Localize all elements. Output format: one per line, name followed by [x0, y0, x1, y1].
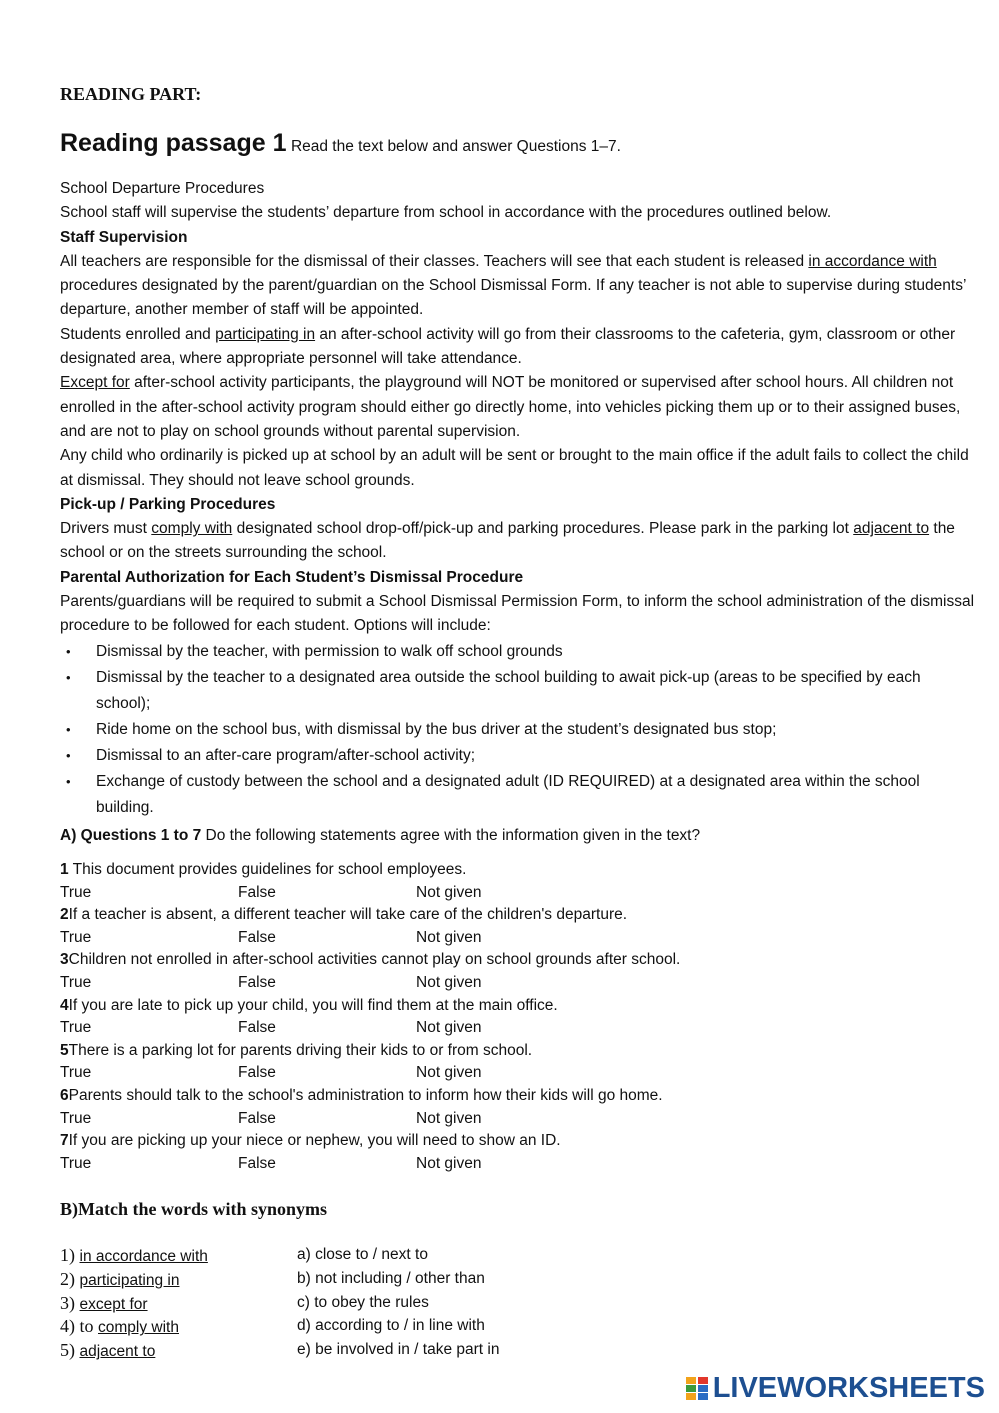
answer-option-not-given[interactable]: Not given	[416, 928, 482, 946]
match-definition[interactable]: e) be involved in / take part in	[297, 1341, 500, 1359]
match-row: 4) to comply with d) according to / in line with	[60, 1316, 485, 1337]
list-item: • Ride home on the school bus, with dismissal by the bus driver at the student’s designated bus stop;	[60, 717, 975, 743]
answer-option-not-given[interactable]: Not given	[416, 1154, 482, 1172]
answer-options-row	[60, 972, 975, 995]
match-row: 5) adjacent to e) be involved in / take part in	[60, 1340, 500, 1361]
section-a-heading: A) Questions 1 to 7 Do the following statements agree with the information given in the text?	[60, 826, 701, 844]
answer-options-row	[60, 1062, 975, 1085]
question-3: 3Children not enrolled in after-school activities cannot play on school grounds after school.	[60, 951, 681, 969]
answer-option-false[interactable]: False	[238, 1064, 276, 1082]
match-list	[60, 1245, 500, 1364]
liveworksheets-logo	[686, 1373, 985, 1403]
answer-option-true[interactable]: True	[60, 883, 92, 901]
dismissal-options-list	[60, 639, 975, 821]
question-2: 2If a teacher is absent, a different teacher will take care of the children's departure.	[60, 906, 628, 924]
paragraph-2: Students enrolled and participating in an after-school activity will go from their classrooms to the cafeteria, gym, classroom or other designated area, where appropriate personnel will take attendance.	[60, 325, 956, 368]
answer-option-false[interactable]: False	[238, 1109, 276, 1127]
answer-option-not-given[interactable]: Not given	[416, 1109, 482, 1127]
answer-option-not-given[interactable]: Not given	[416, 973, 482, 991]
answer-option-true[interactable]: True	[60, 973, 92, 991]
answer-option-false[interactable]: False	[238, 928, 276, 946]
passage-instruction: Read the text below and answer Questions 1–7.	[290, 138, 621, 155]
answer-option-false[interactable]: False	[238, 883, 276, 901]
answer-option-true[interactable]: True	[60, 1154, 92, 1172]
match-definition[interactable]: c) to obey the rules	[297, 1293, 429, 1311]
answer-option-not-given[interactable]: Not given	[416, 1064, 482, 1082]
list-item: • Dismissal to an after-care program/after-school activity;	[60, 743, 975, 769]
paragraph-4: Any child who ordinarily is picked up at school by an adult will be sent or brought to the main office if the adult fails to collect the child at dismissal. They should not leave school grounds.	[60, 447, 969, 489]
answer-option-not-given[interactable]: Not given	[416, 1019, 482, 1037]
paragraph-5: Drivers must comply with designated school drop-off/pick-up and parking procedures. Please park in the parking lot adjacent to the school or on the streets surrounding the school.	[60, 520, 955, 562]
paragraph-1: All teachers are responsible for the dismissal of their classes. Teachers will see that each student is released in accordance with procedures designated by the parent/guardian on the School Dismissal Form. If any teacher is not able to supervise during students’ departure, another member of staff will be appointed.	[60, 252, 966, 319]
question-6: 6Parents should talk to the school's administration to inform how their kids will go home.	[60, 1086, 663, 1104]
match-word[interactable]: comply with	[98, 1319, 179, 1337]
answer-options-row	[60, 1108, 975, 1131]
passage-title-line	[60, 129, 621, 158]
answer-option-true[interactable]: True	[60, 1019, 92, 1037]
logo-text: LIVEWORKSHEETS	[712, 1371, 985, 1404]
answer-option-not-given[interactable]: Not given	[416, 883, 482, 901]
match-definition[interactable]: d) according to / in line with	[297, 1317, 485, 1335]
questions-block	[60, 859, 975, 1175]
question-1: 1 This document provides guidelines for school employees.	[60, 861, 467, 878]
match-word[interactable]: adjacent to	[79, 1343, 156, 1361]
match-definition[interactable]: b) not including / other than	[297, 1269, 485, 1287]
answer-option-true[interactable]: True	[60, 1109, 92, 1127]
vocab-comply-with: comply with	[151, 520, 233, 538]
match-word[interactable]: in accordance with	[79, 1248, 208, 1265]
match-definition[interactable]: a) close to / next to	[297, 1246, 428, 1263]
list-item: • Dismissal by the teacher to a designated area outside the school building to await pick-up (areas to be specified by each school);	[60, 665, 975, 717]
answer-option-false[interactable]: False	[238, 1019, 276, 1037]
paragraph-6: Parents/guardians will be required to submit a School Dismissal Permission Form, to inform the school administration of the dismissal procedure to be followed for each student. Options will include:	[60, 593, 975, 635]
match-word[interactable]: participating in	[79, 1271, 180, 1289]
passage-title: Reading passage 1	[60, 129, 287, 157]
match-row: 2) participating in b) not including / other than	[60, 1268, 485, 1289]
answer-options-row	[60, 882, 975, 905]
list-item: • Dismissal by the teacher, with permission to walk off school grounds	[60, 639, 975, 665]
answer-options-row	[60, 927, 975, 950]
answer-option-true[interactable]: True	[60, 928, 92, 946]
section-heading-staff: Staff Supervision	[60, 228, 188, 246]
passage-body	[60, 177, 975, 848]
answer-option-false[interactable]: False	[238, 1154, 276, 1172]
section-b-title: B)Match the words with synonyms	[60, 1199, 328, 1219]
paragraph-3: Except for after-school activity participants, the playground will NOT be monitored or supervised after school hours. All children not enrolled in the after-school activity program should either go directly home, into vehicles picking them up or to their assigned buses, and are not to play on school grounds without parental supervision.	[60, 374, 961, 440]
match-row: 1) in accordance with a) close to / next to	[60, 1245, 428, 1265]
section-heading-parking: Pick-up / Parking Procedures	[60, 495, 276, 513]
answer-options-row	[60, 1153, 975, 1176]
intro-paragraph: School staff will supervise the students’ departure from school in accordance with the procedures outlined below.	[60, 204, 832, 222]
match-row: 3) except for c) to obey the rules	[60, 1292, 429, 1313]
vocab-in-accordance-with: in accordance with	[808, 252, 937, 270]
answer-options-row	[60, 1017, 975, 1040]
list-item: • Exchange of custody between the school and a designated adult (ID REQUIRED) at a designated area within the school building.	[60, 769, 975, 821]
doc-title: School Departure Procedures	[60, 180, 265, 197]
question-7: 7If you are picking up your niece or nephew, you will need to show an ID.	[60, 1132, 561, 1150]
vocab-adjacent-to: adjacent to	[853, 520, 930, 538]
answer-option-true[interactable]: True	[60, 1064, 92, 1082]
match-word[interactable]: except for	[79, 1295, 148, 1313]
logo-mark-icon	[686, 1375, 710, 1401]
vocab-participating-in: participating in	[215, 325, 316, 343]
answer-option-false[interactable]: False	[238, 973, 276, 991]
vocab-except-for: Except for	[60, 374, 130, 392]
section-heading-authorization: Parental Authorization for Each Student’s Dismissal Procedure	[60, 568, 524, 586]
question-5: 5There is a parking lot for parents driving their kids to or from school.	[60, 1041, 533, 1059]
part-title: READING PART:	[60, 84, 202, 104]
question-4: 4If you are late to pick up your child, you will find them at the main office.	[60, 996, 558, 1014]
